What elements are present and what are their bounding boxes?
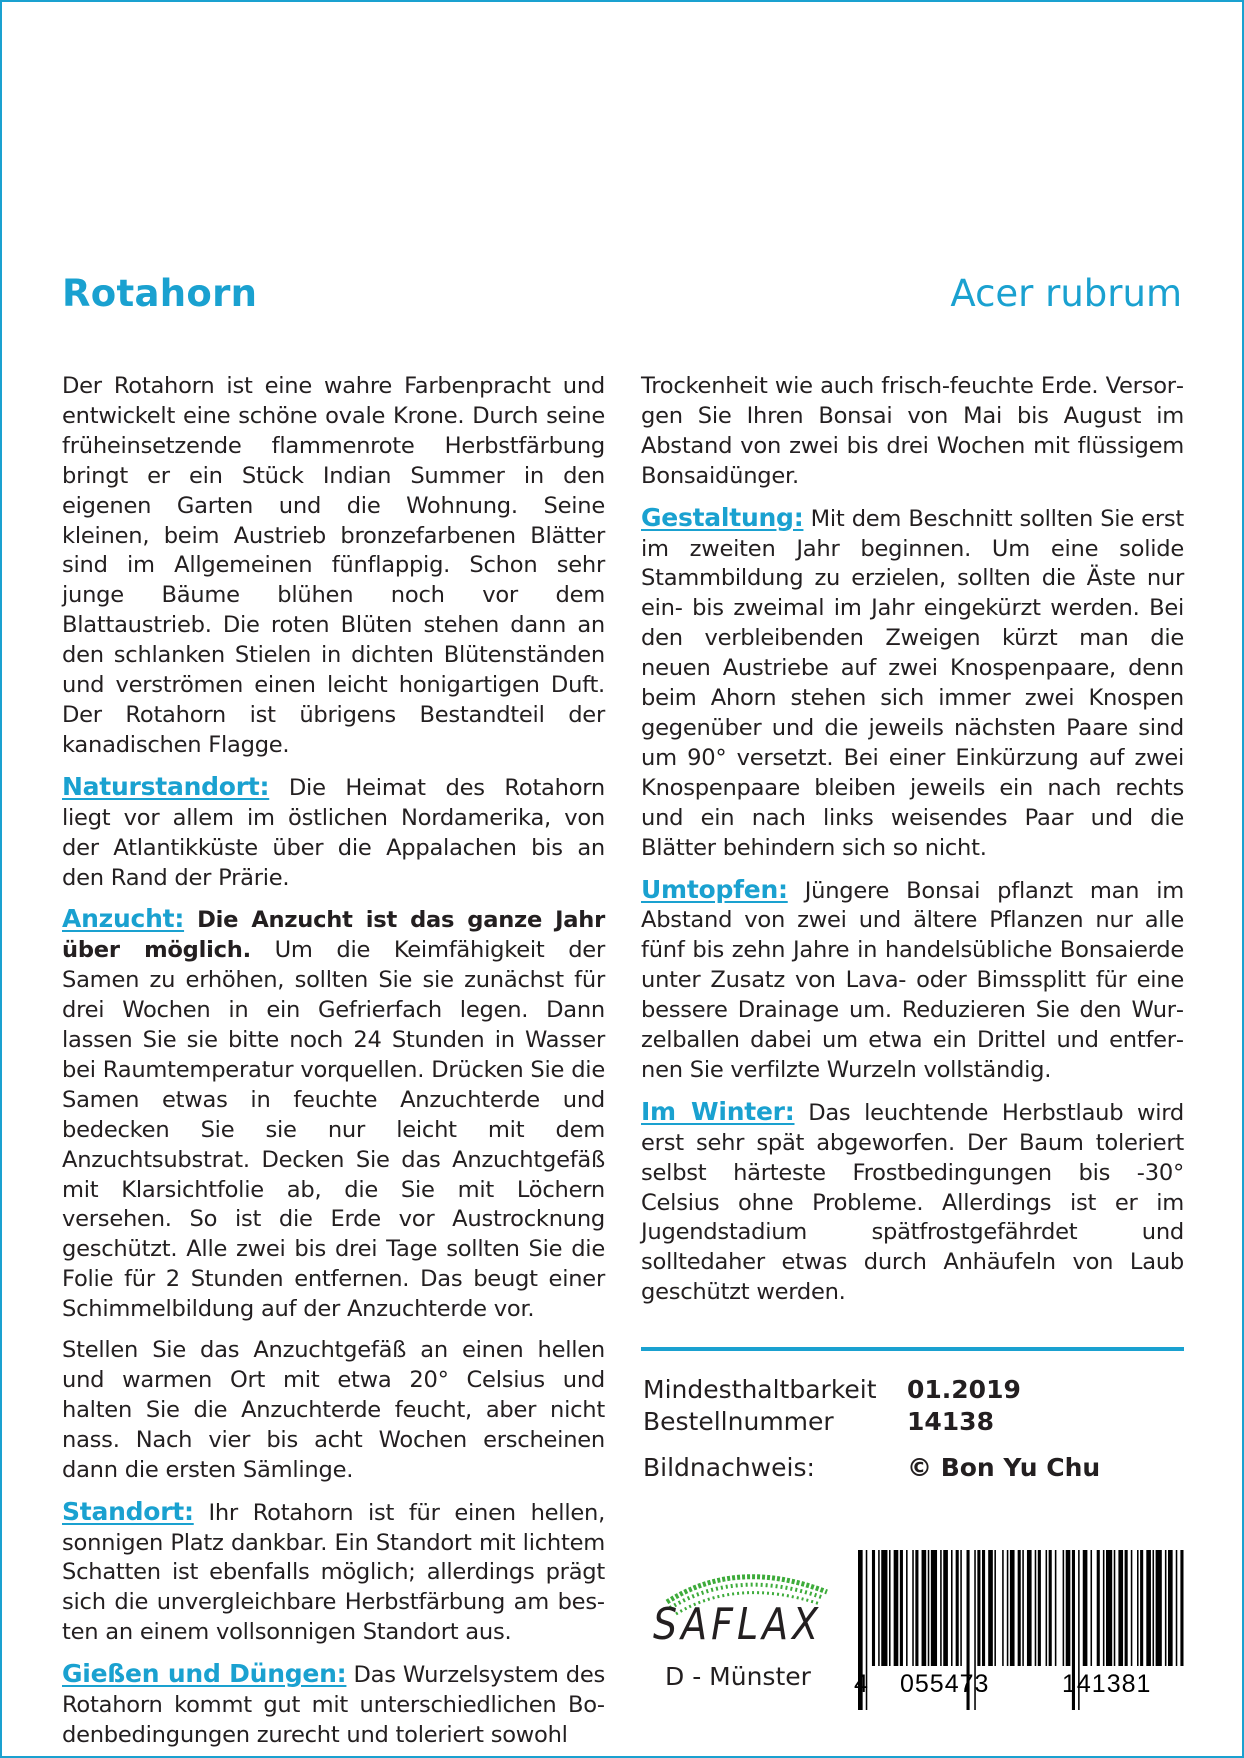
barcode-bar: [1063, 1550, 1065, 1666]
barcode-bar: [915, 1550, 918, 1666]
barcode-bar: [988, 1550, 993, 1666]
section-gestaltung: [641, 503, 1184, 864]
barcode-bar: [1103, 1550, 1105, 1666]
ean-right-group: 141381: [1062, 1670, 1152, 1698]
section-winter: [641, 1097, 1184, 1308]
gestaltung-text: Mit dem Beschnitt sollten Sie erst im zweiten Jahr beginnen. Um eine solide Stammbildung zu erzielen, sollten die Äste nur ein- bis zweimal im Jahr eingekürzt werden. Bei den verbleibenden Zweigen kürzt man die neuen Austriebe auf zwei Knospenpaare, denn beim Ahorn stehen sich immer zwei Knospen gegenüber und die jeweils nächsten Paare sind um 90° versetzt. Bei einer Einkürzung auf zwei Knospenpaare bleiben jeweils ein nach rechts und ein nach links weisendes Paar und die Blätter behindern sich so nicht.: [641, 505, 1184, 861]
credit-value: © Bon Yu Chu: [907, 1453, 1101, 1482]
barcode-bar: [881, 1550, 887, 1666]
giessen-text: Das Wurzelsystem des Rotahorn kommt gut mit unterschiedlichen Bodenbedingungen zurecht und toleriert sowohl: [62, 1662, 606, 1748]
barcode-bar: [928, 1550, 930, 1666]
left-column: [62, 372, 605, 1751]
barcode-bar: [1038, 1550, 1041, 1666]
barcode-bar: [1125, 1550, 1128, 1666]
barcode-bar: [1146, 1550, 1151, 1666]
section-anzucht: [62, 904, 605, 1325]
intro-paragraph: Der Rotahorn ist eine wahre Farbenpracht und entwickelt eine schöne ovale Krone. Durch seine früheinsetzende flammenrote Herbstfärbung bringt er ein Stück Indian Summer in den eigenen Garten und die Wohnung. Seine kleinen, beim Austrieb bronzefarbenen Blätter sind im Allgemeinen fünflappig. Schon sehr junge Bäume blühen noch vor dem Blattaustrieb. Die roten Blüten stehen dann an den schlanken Stielen in dichten Blütenständen und verströmen einen leicht honigartigen Duft. Der Rotahorn ist übrigens Bestandteil der kanadischen Flagge.: [62, 373, 605, 758]
brand-city: D - Münster: [665, 1662, 811, 1691]
barcode-bar: [1049, 1550, 1052, 1666]
barcode-bar: [1002, 1550, 1004, 1666]
barcode-bar: [1137, 1550, 1139, 1666]
saflax-logo: [642, 1562, 842, 1692]
info-row-order: [643, 1407, 994, 1436]
barcode-bar: [1083, 1550, 1088, 1666]
ean-first-digit: 4: [854, 1670, 869, 1698]
barcode-bar: [1165, 1550, 1167, 1666]
info-divider: [641, 1347, 1184, 1351]
section-umtopfen: [641, 875, 1184, 1086]
info-row-mhd: [643, 1375, 1021, 1404]
barcode-bar: [1180, 1550, 1183, 1666]
barcode-bar: [931, 1550, 937, 1666]
barcode-bar: [1118, 1550, 1123, 1666]
standort-heading: Standort:: [62, 1496, 194, 1526]
barcode-bar: [872, 1550, 875, 1666]
order-label: Bestellnummer: [643, 1407, 834, 1436]
barcode-bar: [1106, 1550, 1112, 1666]
barcode-bar: [906, 1550, 908, 1666]
section-giessen: [62, 1659, 605, 1751]
section-naturstandort: [62, 772, 605, 894]
barcode-bar: [960, 1550, 962, 1666]
anzucht-paragraph-2: Stellen Sie das Anzuchtgefäß an einen hellen und warmen Ort mit etwa 20° Celsius und halten Sie die Anzuchterde feucht, aber nicht nass. Nach vier bis acht Wochen erscheinen dann die ersten Sämlinge.: [62, 1337, 605, 1483]
barcode-bar: [912, 1550, 914, 1666]
umtopfen-text: Jüngere Bonsai pflanzt man im Abstand von zwei und ältere Pflanzen nur alle fünf bis zehn Jahre in handelsübliche Bonsaierde unter Zusatz von Lava- oder Bimssplitt für eine bessere Drainage um. Reduzieren Sie den Wurzelballen dabei um etwa ein Drittel und entfernen Sie verfilzte Wurzeln vollständig.: [641, 877, 1184, 1083]
anzucht-heading: Anzucht:: [62, 904, 185, 934]
mhd-value: 01.2019: [907, 1375, 1021, 1404]
barcode-bar: [1153, 1550, 1155, 1666]
standort-text: Ihr Rotahorn ist für einen hellen, sonnigen Platz dankbar. Ein Standort mit lichtem Schatten ist ebenfalls möglich; allerdings prägt sich die unvergleichbare Herbstfärbung am besten an einem vollsonnigen Standort aus.: [62, 1499, 605, 1646]
barcode-bar: [1140, 1550, 1143, 1666]
barcode-bar: [878, 1550, 880, 1666]
umtopfen-heading: Umtopfen:: [641, 874, 788, 904]
barcode-bar: [1046, 1550, 1048, 1666]
order-value: 14138: [907, 1407, 994, 1436]
barcode-bar: [1010, 1550, 1015, 1666]
credit-label: Bildnachweis:: [643, 1453, 815, 1482]
barcode-bar: [1027, 1550, 1032, 1666]
winter-text: Das leuchtende Herbstlaub wird erst sehr spät abgeworfen. Der Baum toleriert selbst härteste Frostbedingungen bis -30° Celsius ohne Probleme. Allerdings ist er im Jugendstadium spätfrostgefährdet und solltedaher etwas durch Anhäufeln von Laub geschützt werden.: [641, 1099, 1185, 1306]
barcode-bar: [894, 1550, 899, 1666]
barcode-bar: [1018, 1550, 1021, 1666]
barcode-bar: [922, 1550, 927, 1666]
brand-name: SAFLAX: [653, 1598, 823, 1650]
barcode-bar: [1091, 1550, 1093, 1666]
barcode-bar: [951, 1550, 953, 1666]
barcode-bar: [1022, 1550, 1024, 1666]
anzucht-bold-text: Die Anzucht ist das ganze Jahr über möglich.: [62, 907, 605, 964]
barcode-bar: [1055, 1550, 1057, 1666]
naturstandort-heading: Naturstandort:: [62, 771, 270, 801]
barcode-bar: [982, 1550, 985, 1666]
barcode-bar: [994, 1550, 996, 1666]
giessen-continued: Trockenheit wie auch frisch-feuchte Erde. Versorgen Sie Ihren Bonsai von Mai bis August im Abstand von zwei bis drei Wochen mit flüssigem Bonsaidünger.: [641, 373, 1184, 489]
page-title: Rotahorn: [62, 272, 258, 315]
barcode-bar: [943, 1550, 948, 1666]
right-column: [641, 372, 1184, 1308]
barcode-bar: [1114, 1550, 1116, 1666]
ean-left-group: 055473: [900, 1670, 990, 1698]
barcode-bar: [1176, 1550, 1178, 1666]
anzucht-text: Um die Keimfähigkeit der Samen zu erhöhen, sollten Sie sie zunächst für drei Wochen in ein Gefrierfach legen. Dann lassen Sie sie bitte noch 24 Stunden in Wasser bei Raumtemperatur vorquellen. Drücken Sie die Samen etwas in feuchte Anzuchterde und bedecken Sie sie nur leicht mit dem Anzuchtsubstrat. Decken Sie das Anzuchtgefäß mit Klarsichtfolie ab, die Sie mit Löchern versehen. So ist die Erde vor Austrocknung geschützt. Alle zwei bis drei Tage sollten Sie die Folie für 2 Stunden entfernen. Das beugt einer Schimmelbildung auf der Anzuchterde vor.: [62, 937, 605, 1323]
naturstandort-text: Die Heimat des Rotahorn liegt vor allem im östlichen Nordamerika, von der Atlantikküste über die Appalachen bis an den Rand der Prärie.: [62, 774, 605, 891]
mhd-label: Mindesthaltbarkeit: [643, 1375, 877, 1404]
barcode-bar: [900, 1550, 903, 1666]
barcode-bar: [889, 1550, 891, 1666]
barcode-bar: [977, 1550, 980, 1666]
barcode-bar: [1007, 1550, 1009, 1666]
gestaltung-heading: Gestaltung:: [641, 502, 804, 532]
section-standort: [62, 1497, 605, 1649]
latin-name: Acer rubrum: [950, 272, 1182, 315]
barcode-bar: [1156, 1550, 1162, 1666]
barcode-bar: [1066, 1550, 1071, 1666]
barcode-bar: [1035, 1550, 1037, 1666]
barcode-bar: [940, 1550, 942, 1666]
barcode-bar: [956, 1550, 959, 1666]
barcode-bar: [1131, 1550, 1133, 1666]
winter-heading: Im Winter:: [641, 1096, 795, 1126]
info-row-credit: [643, 1453, 1101, 1482]
barcode-bar: [1097, 1550, 1100, 1666]
barcode-bar: [1168, 1550, 1173, 1666]
giessen-heading: Gießen und Düngen:: [62, 1659, 347, 1689]
